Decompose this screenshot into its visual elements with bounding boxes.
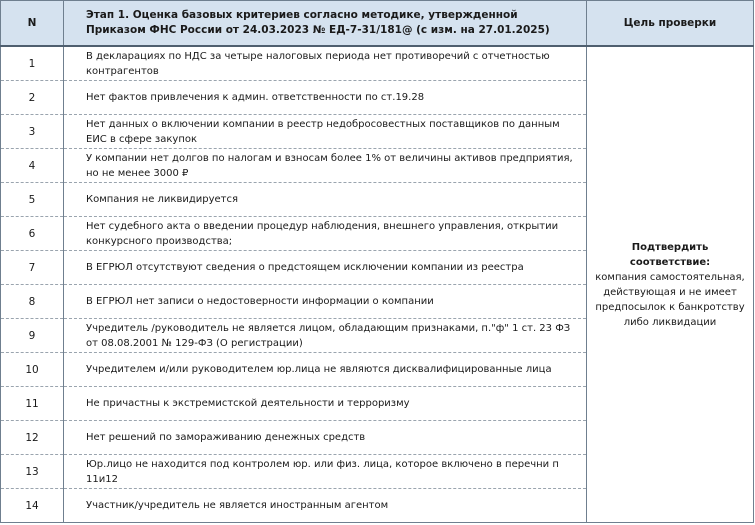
header-goal: Цель проверки (587, 1, 754, 47)
row-number: 6 (1, 217, 64, 251)
row-number: 7 (1, 251, 64, 285)
row-number: 3 (1, 115, 64, 149)
row-criterion: В ЕГРЮЛ отсутствуют сведения о предстоящем исключении компании из реестра (64, 251, 587, 285)
row-criterion: У компании нет долгов по налогам и взносам более 1% от величины активов предприятия, но не менее 3000 ₽ (64, 149, 587, 183)
row-criterion: Нет решений по замораживанию денежных средств (64, 421, 587, 455)
table-header (1, 1, 754, 47)
table-body (1, 46, 754, 523)
row-criterion: В ЕГРЮЛ нет записи о недостоверности информации о компании (64, 285, 587, 319)
row-criterion: Нет фактов привлечения к админ. ответственности по ст.19.28 (64, 81, 587, 115)
row-criterion: Нет данных о включении компании в реестр недобросовестных поставщиков по данным ЕИС в сфере закупок (64, 115, 587, 149)
goal-body: компания самостоятельная, действующая и не имеет предпосылок к банкротству либо ликвидации (595, 271, 745, 328)
row-criterion: Участник/учредитель не является иностранным агентом (64, 489, 587, 523)
row-number: 8 (1, 285, 64, 319)
header-number: N (1, 1, 64, 47)
row-criterion: Не причастны к экстремистской деятельности и терроризму (64, 387, 587, 421)
row-criterion: Учредитель /руководитель не является лицом, обладающим признаками, п."ф" 1 ст. 23 ФЗ от 08.08.2001 № 129-ФЗ (О регистрации) (64, 319, 587, 353)
row-number: 10 (1, 353, 64, 387)
header-stage: Этап 1. Оценка базовых критериев согласно методике, утвержденной Приказом ФНС России от 24.03.2023 № ЕД-7-31/181@ (с изм. на 27.01.2025) (64, 1, 587, 47)
row-number: 1 (1, 46, 64, 81)
row-criterion: Нет судебного акта о введении процедур наблюдения, внешнего управления, открытии конкурсного производства; (64, 217, 587, 251)
row-criterion: Компания не ликвидируется (64, 183, 587, 217)
row-criterion: Юр.лицо не находится под контролем юр. или физ. лица, которое включено в перечни п 11и12 (64, 455, 587, 489)
goal-cell (587, 46, 754, 523)
row-number: 4 (1, 149, 64, 183)
row-number: 14 (1, 489, 64, 523)
row-criterion: В декларациях по НДС за четыре налоговых периода нет противоречий с отчетностью контрагентов (64, 46, 587, 81)
table-row (1, 46, 754, 81)
goal-title: Подтвердить соответствие: (629, 241, 711, 268)
row-number: 2 (1, 81, 64, 115)
row-number: 12 (1, 421, 64, 455)
row-criterion: Учредителем и/или руководителем юр.лица не являются дисквалифицированные лица (64, 353, 587, 387)
row-number: 9 (1, 319, 64, 353)
row-number: 11 (1, 387, 64, 421)
row-number: 5 (1, 183, 64, 217)
row-number: 13 (1, 455, 64, 489)
